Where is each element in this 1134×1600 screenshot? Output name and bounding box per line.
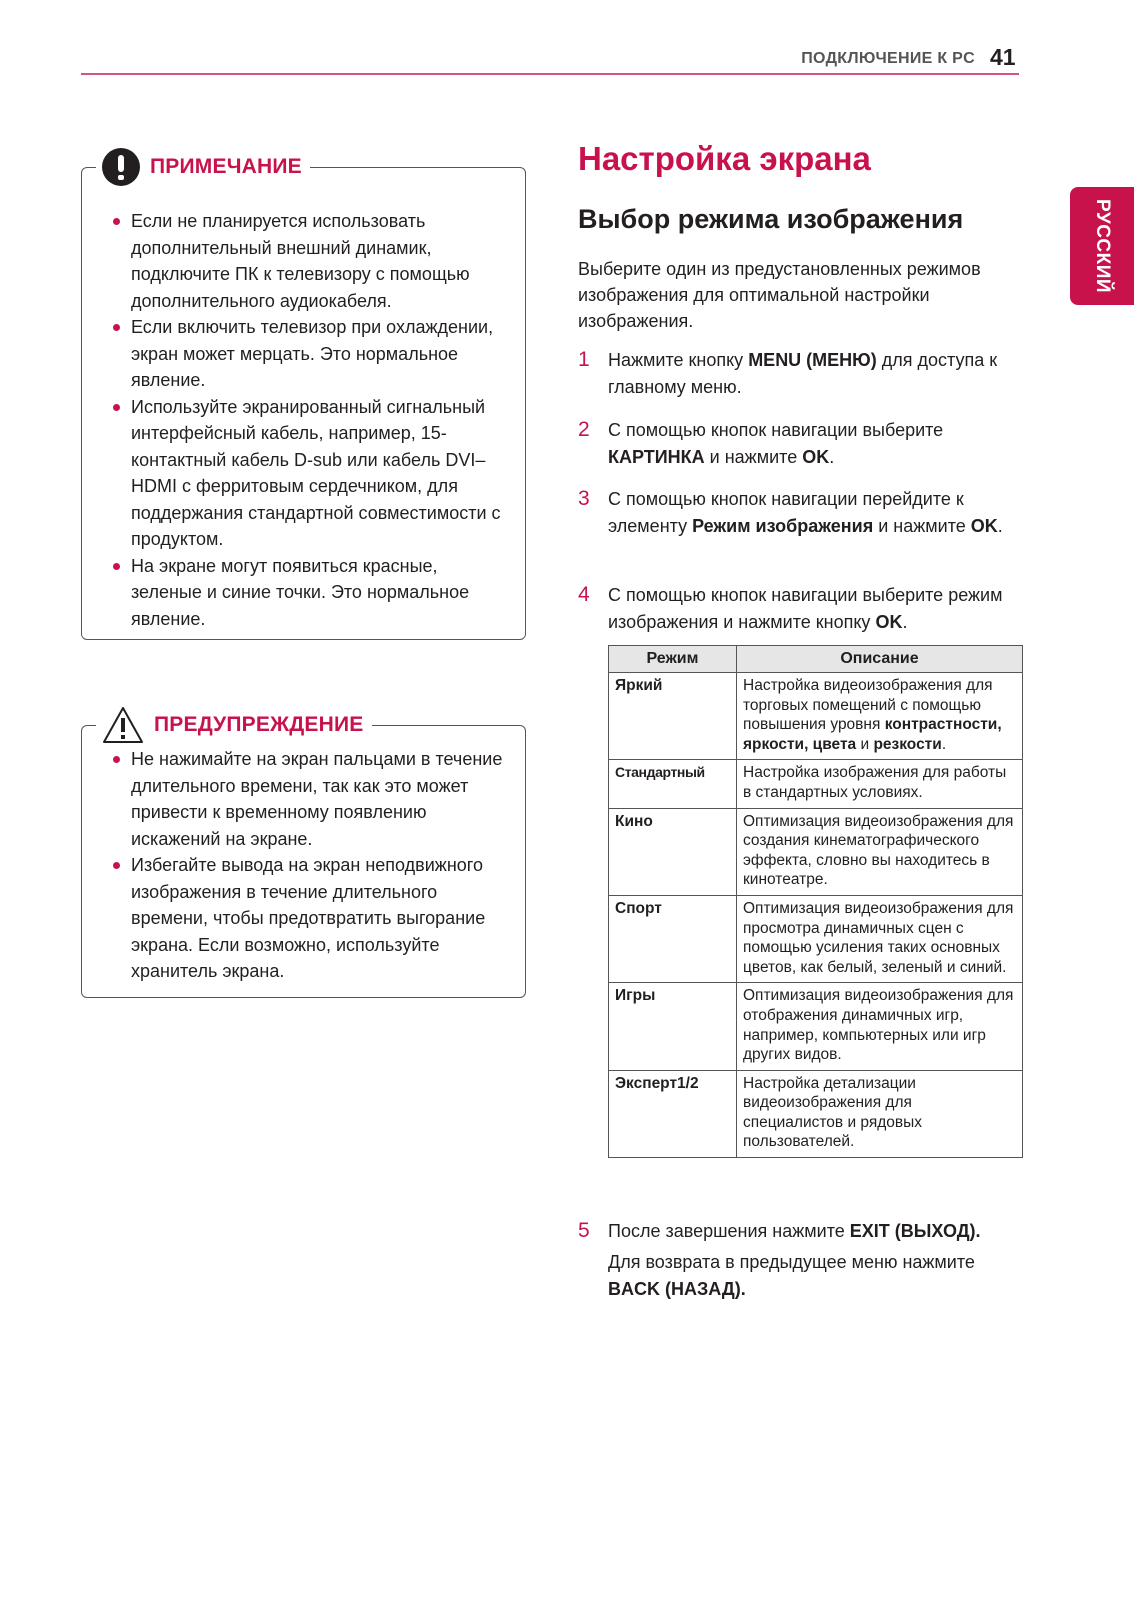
mode-name: Эксперт1/2 [609, 1070, 737, 1157]
exclamation-circle-icon [102, 148, 140, 186]
step-subtext: Для возврата в предыдущее меню нажмите BACK (НАЗАД). [608, 1252, 975, 1299]
step-text: С помощью кнопок навигации перейдите к элементу Режим изображения и нажмите OK. [608, 489, 1003, 536]
mode-description: Настройка детализации видеоизображения для специалистов и рядовых пользователей. [737, 1070, 1023, 1157]
mode-name: Яркий [609, 673, 737, 760]
language-tab [1070, 187, 1134, 305]
mode-name: Стандартный [609, 760, 737, 808]
table-row [609, 983, 1023, 1070]
mode-name: Спорт [609, 895, 737, 982]
warning-title: ПРЕДУПРЕЖДЕНИЕ [154, 713, 364, 736]
step-3 [578, 486, 1028, 540]
list-item: Если не планируется использовать дополнительный внешний динамик, подключите ПК к телевизору с помощью дополнительного аудиокабеля. [110, 208, 512, 314]
column-header-mode: Режим [609, 646, 737, 673]
table-header-row [609, 646, 1023, 673]
step-number: 1 [578, 348, 590, 371]
note-title: ПРИМЕЧАНИЕ [150, 155, 302, 178]
section-subtitle: Выбор режима изображения [578, 204, 964, 234]
header-divider [81, 73, 1019, 75]
list-item: На экране могут появиться красные, зеленые и синие точки. Это нормальное явление. [110, 553, 512, 633]
mode-name: Игры [609, 983, 737, 1070]
step-number: 2 [578, 418, 590, 441]
step-text: С помощью кнопок навигации выберите режим изображения и нажмите кнопку OK. [608, 585, 1003, 632]
mode-description: Оптимизация видеоизображения для создания кинематографического эффекта, словно вы находитесь в кинотеатре. [737, 808, 1023, 895]
list-item: Избегайте вывода на экран неподвижного изображения в течение длительного времени, чтобы предотвратить выгорание экрана. Если возможно, используйте хранитель экрана. [110, 852, 512, 985]
step-number: 4 [578, 583, 590, 606]
mode-description: Оптимизация видеоизображения для отображения динамичных игр, например, компьютерных или игр других видов. [737, 983, 1023, 1070]
warning-list [110, 746, 512, 985]
table-row [609, 673, 1023, 760]
column-header-description: Описание [737, 646, 1023, 673]
step-4 [578, 582, 1028, 636]
language-tab-label: РУССКИЙ [1092, 198, 1113, 294]
list-item: Используйте экранированный сигнальный интерфейсный кабель, например, 15-контактный кабель D-sub или кабель DVI–HDMI с ферритовым сердечником, для поддержания стандартной совместимости с продуктом. [110, 394, 512, 553]
list-item: Если включить телевизор при охлаждении, экран может мерцать. Это нормальное явление. [110, 314, 512, 394]
table-row [609, 808, 1023, 895]
step-text: После завершения нажмите EXIT (ВЫХОД). [608, 1221, 981, 1241]
picture-mode-table [608, 645, 1023, 1158]
mode-name: Кино [609, 808, 737, 895]
step-5 [578, 1218, 1028, 1303]
mode-description: Настройка изображения для работы в стандартных условиях. [737, 760, 1023, 808]
table-row [609, 895, 1023, 982]
step-text: Нажмите кнопку MENU (МЕНЮ) для доступа к главному меню. [608, 350, 998, 397]
mode-description: Оптимизация видеоизображения для просмотра динамичных сцен с помощью усиления таких основных цветов, как белый, зеленый и синий. [737, 895, 1023, 982]
step-1 [578, 347, 1028, 401]
mode-description: Настройка видеоизображения для торговых помещений с помощью повышения уровня контрастности, яркости, цвета и резкости. [737, 673, 1023, 760]
step-number: 3 [578, 487, 590, 510]
warning-box [81, 713, 526, 998]
section-title: ПОДКЛЮЧЕНИЕ К PC [801, 50, 975, 67]
note-list [110, 208, 512, 632]
intro-paragraph: Выберите один из предустановленных режимов изображения для оптимальной настройки изображения. [578, 259, 981, 331]
table-row [609, 1070, 1023, 1157]
step-2 [578, 417, 1028, 471]
warning-header [96, 704, 372, 746]
table-row [609, 760, 1023, 808]
list-item: Не нажимайте на экран пальцами в течение длительного времени, так как это может привести к временному появлению искажений на экране. [110, 746, 512, 852]
page-number: 41 [990, 44, 1016, 70]
step-text: С помощью кнопок навигации выберите КАРТИНКА и нажмите OK. [608, 420, 944, 467]
warning-triangle-icon [102, 706, 144, 744]
note-box [81, 155, 526, 640]
step-number: 5 [578, 1219, 590, 1242]
note-header [96, 146, 310, 188]
page-title: Настройка экрана [578, 140, 871, 177]
